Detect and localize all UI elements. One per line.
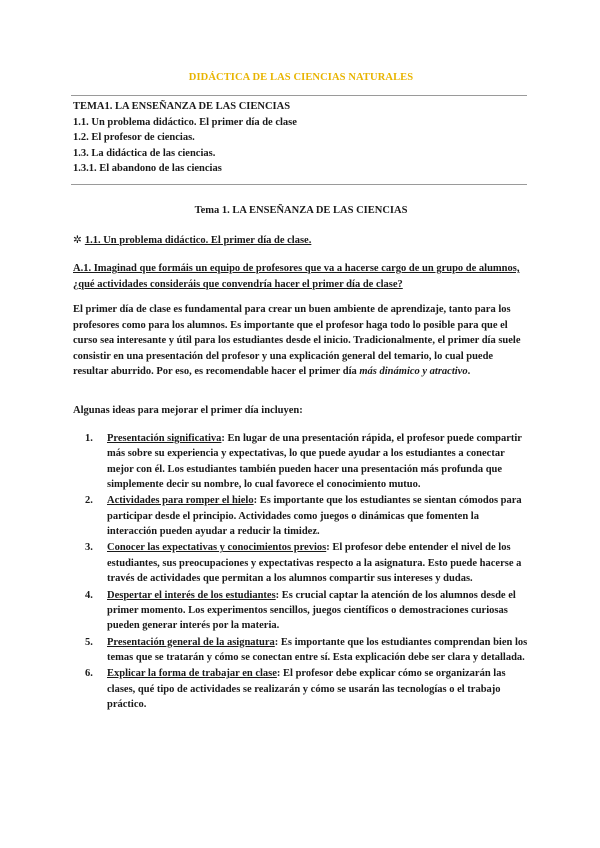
list-number: 5. bbox=[85, 636, 93, 648]
paragraph-text: El primer día de clase es fundamental para crear un buen ambiente de aprendizaje, tanto para los profesores como para los alumnos. Es importante que el profesor haga todo lo posible para que el curso sea interesante y útil para los estudiantes desde el inicio. Tradicionalmente, el primer día suele consistir en una presentación del profesor y una explicación general del temario, lo cual puede resultar aburrido. Por eso, es recomendable hacer el primer día bbox=[73, 304, 521, 377]
list-item bbox=[85, 635, 529, 666]
list-number: 3. bbox=[85, 542, 93, 554]
list-number: 6. bbox=[85, 668, 93, 680]
list-text: : El profesor debe explicar cómo se organizarán las clases, qué tipo de actividades se realizarán y cómo se usarán las tecnologías o el trabajo práctico. bbox=[107, 668, 506, 710]
ideas-list bbox=[85, 431, 529, 713]
list-item bbox=[85, 431, 529, 492]
list-text: : En lugar de una presentación rápida, el profesor puede compartir más sobre su experiencia y expectativas, lo que puede ayudar a los estudiantes a conectar mejor con él. Los estudiantes también pueden hacer una presentación más profunda que simplemente decir su nombre, lo cual favorece el conocimiento mutuo. bbox=[107, 433, 522, 490]
list-term: Despertar el interés de los estudiantes bbox=[107, 589, 276, 601]
ideas-intro: Algunas ideas para mejorar el primer día incluyen: bbox=[73, 405, 303, 416]
table-of-contents bbox=[73, 99, 529, 177]
toc-item: 1.1. Un problema didáctico. El primer día de clase bbox=[73, 116, 297, 128]
star-icon: ✲ bbox=[73, 235, 82, 246]
top-divider bbox=[71, 95, 527, 96]
toc-item: 1.3.1. El abandono de las ciencias bbox=[73, 163, 222, 174]
list-text: : Es importante que los estudiantes comprendan bien los temas que se tratarán y cómo se conectan entre sí. Esta explicación debe ser clara y detallada. bbox=[107, 636, 528, 663]
section-heading: Tema 1. LA ENSEÑANZA DE LAS CIENCIAS bbox=[194, 205, 408, 216]
list-item bbox=[85, 588, 529, 634]
list-item bbox=[85, 666, 529, 712]
list-number: 1. bbox=[85, 433, 93, 444]
paragraph-emphasis: más dinámico y atractivo bbox=[359, 366, 468, 377]
list-number: 2. bbox=[85, 495, 93, 507]
list-term: Presentación significativa bbox=[107, 433, 222, 444]
toc-divider bbox=[71, 184, 527, 185]
document-title: DIDÁCTICA DE LAS CIENCIAS NATURALES bbox=[188, 72, 414, 83]
toc-item: 1.2. El profesor de ciencias. bbox=[73, 132, 195, 143]
subsection-heading bbox=[73, 234, 311, 246]
list-text: : Es crucial captar la atención de los alumnos desde el primer momento. Los experimentos sencillos, juegos científicos o demostraciones curiosas pueden generar interés por la materia. bbox=[107, 589, 516, 632]
toc-item: TEMA1. LA ENSEÑANZA DE LAS CIENCIAS bbox=[73, 101, 291, 112]
toc-item: 1.3. La didáctica de las ciencias. bbox=[73, 147, 216, 159]
list-item bbox=[85, 540, 529, 586]
list-term: Presentación general de la asignatura bbox=[107, 636, 275, 648]
subsection-heading-text: 1.1. Un problema didáctico. El primer día de clase. bbox=[84, 235, 312, 246]
paragraph-end: . bbox=[467, 366, 471, 377]
list-term: Conocer las expectativas y conocimientos previos bbox=[107, 542, 327, 554]
activity-question: A.1. Imaginad que formáis un equipo de profesores que va a hacerse cargo de un grupo de alumnos, ¿qué actividades consideráis que convendría hacer el primer día de clase? bbox=[73, 263, 520, 290]
list-term: Explicar la forma de trabajar en clase bbox=[107, 668, 277, 680]
list-text: : El profesor debe entender el nivel de los estudiantes, sus preocupaciones y expectativas respecto a la asignatura. Esto puede hacerse a través de actividades que permitan a los alumnos compartir sus intereses y dudas. bbox=[107, 542, 522, 585]
list-item bbox=[85, 493, 529, 539]
list-term: Actividades para romper el hielo bbox=[107, 495, 254, 507]
intro-paragraph bbox=[73, 302, 529, 380]
list-number: 4. bbox=[85, 589, 93, 601]
list-text: : Es importante que los estudiantes se sientan cómodos para participar desde el principio. Actividades como juegos o dinámicas que fomenten la interacción pueden ayudar a reducir la timidez. bbox=[107, 495, 522, 537]
